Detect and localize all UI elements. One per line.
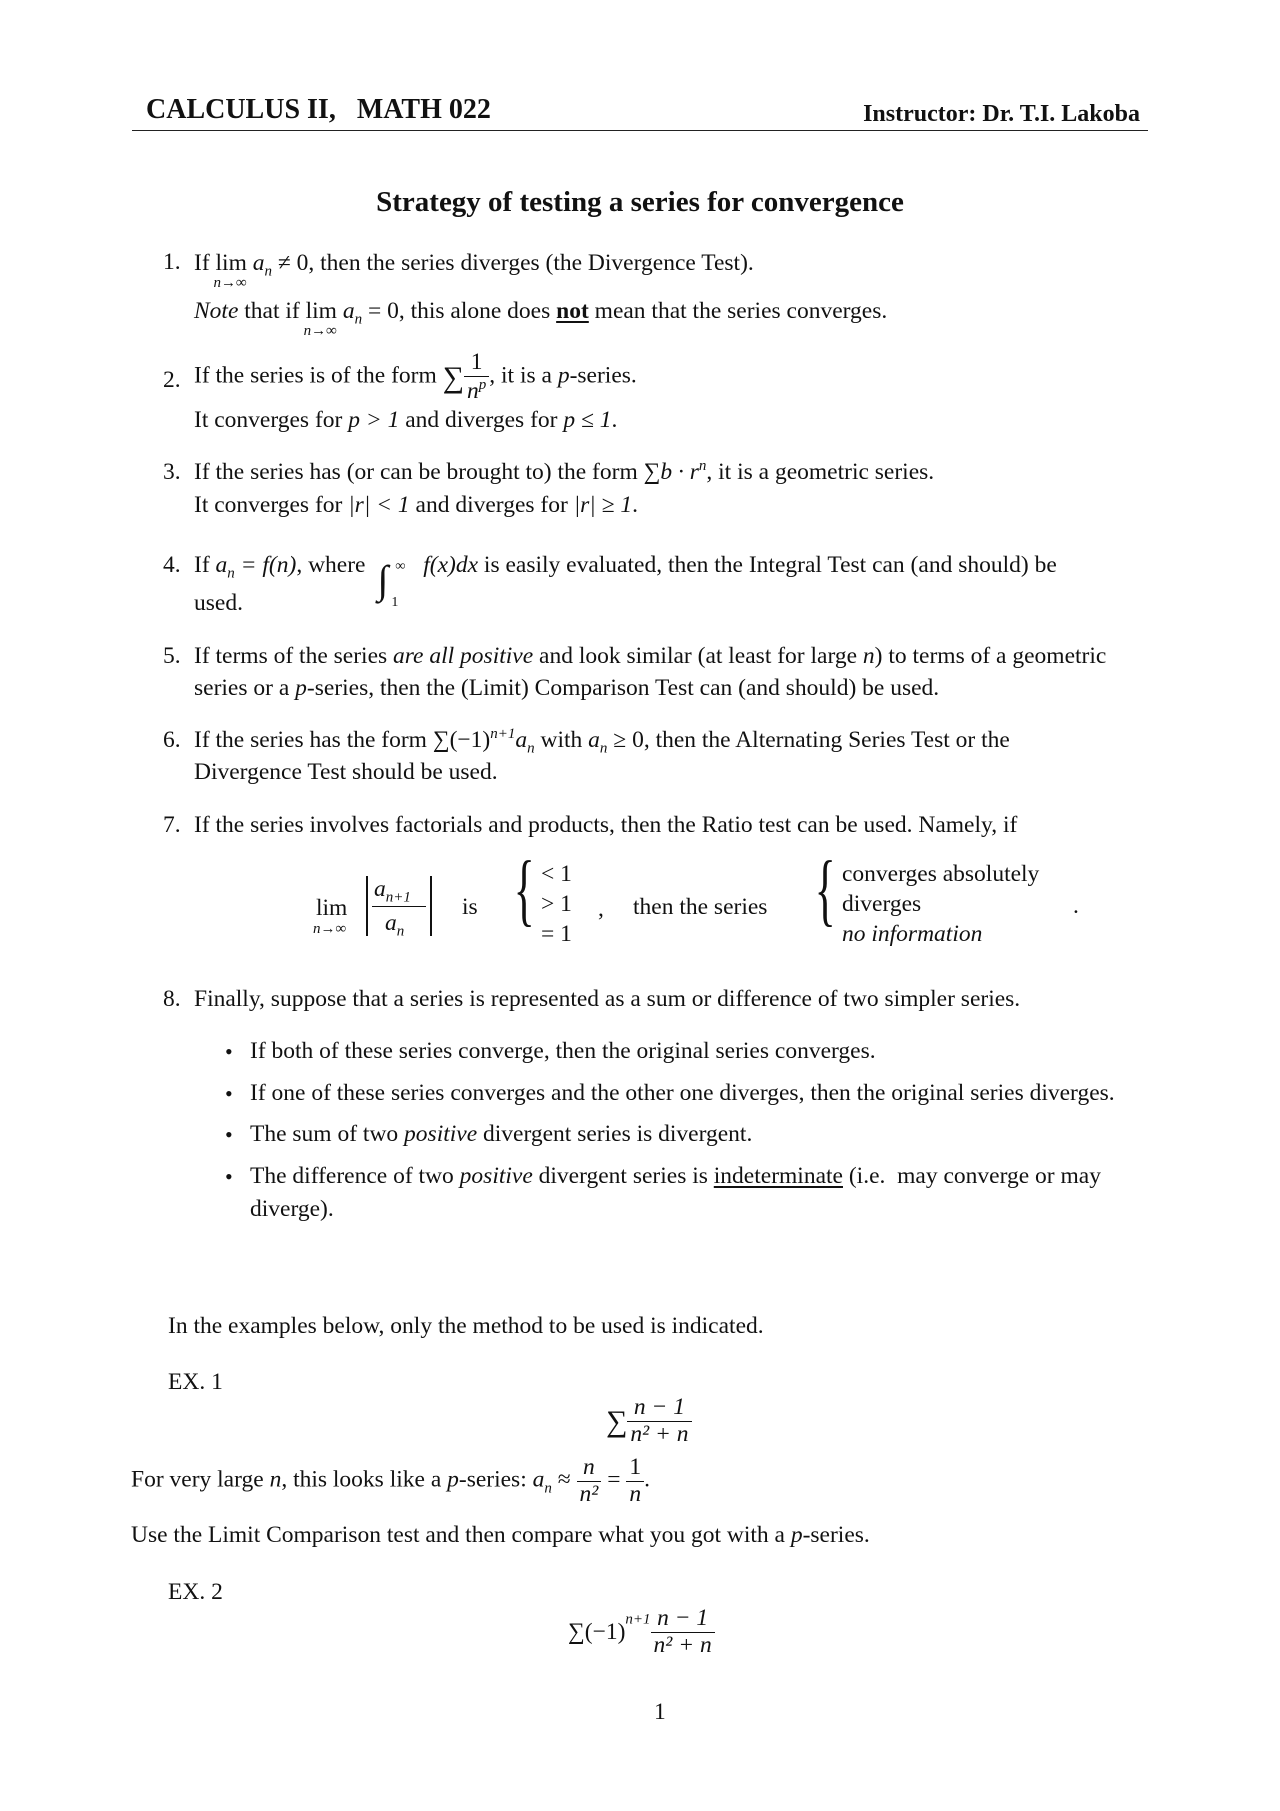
ex1-den: n² + n [630,1420,689,1447]
ex2-den: n² + n [653,1631,712,1658]
item-6-number: 6. [163,727,181,753]
a-n: a [252,250,265,276]
b3-b: positive [404,1121,478,1147]
i3-expr: ∑b · r [643,459,699,485]
i6-b-sup: n+1 [490,726,516,743]
i5-b: are all positive [393,643,534,669]
item-8-bullet-4-cont: diverge). [250,1196,334,1222]
neq-zero: ≠ 0 [272,250,309,276]
cond-equal: = 1 [541,921,572,947]
i5-d: n [862,643,875,669]
ratio-num-a: a [374,876,386,902]
p-word: p [557,362,570,389]
ex1-l2-a: Use the Limit Comparison test and then compare what you got with a [131,1522,791,1548]
bullet-icon: • [225,1081,233,1106]
ratio-den [385,908,404,942]
i6-f: ≥ 0, then the Alternating Series Test or the [607,727,1010,753]
item-3-line1 [194,457,934,488]
ratio-num [374,874,411,908]
left-brace-icon: { [513,846,535,934]
ratio-conditions [541,859,572,949]
ex1-num: n − 1 [627,1395,691,1422]
ex1-dot: . [644,1466,650,1493]
bullet-icon: • [225,1039,233,1064]
ex2-pre-sup: n+1 [625,1611,651,1628]
left-brace-icon-2: { [814,846,836,934]
a-n-sub: n [354,311,363,328]
ex2-fraction [651,1606,715,1659]
note-pre: that if [238,298,300,324]
ex2-pre: ∑(−1) [568,1619,626,1646]
ex1-a: a [532,1466,545,1493]
int-upper: ∞ [395,559,406,574]
cond-greater: > 1 [541,891,572,917]
item-3-line2 [194,490,638,521]
bullet-icon: • [225,1164,233,1189]
i6-c: a [515,727,528,753]
frac-num: 1 [464,350,489,377]
ex1-n-over-n2 [577,1455,602,1508]
bullet-icon: • [225,1122,233,1147]
ex1-series [606,1395,692,1448]
note-post: mean that the series converges. [588,298,888,324]
ex2-series [568,1606,715,1659]
i3-b: , it is a geometric series. [706,459,935,485]
item-1-number: 1. [163,249,181,275]
i2-c: and diverges for [399,407,564,433]
ex1-approx: ≈ [551,1466,571,1493]
ratio-lim: lim [316,895,348,921]
f2-den: n [629,1480,642,1507]
i5-f: series or a [194,675,296,701]
i4-f: is easily evaluated, then the Integral Test can (and should) be [478,552,1057,578]
i3-g: . [632,492,639,518]
item-1-note-limit [303,296,337,339]
b4-c: divergent series is [532,1163,714,1189]
sigma-symbol: ∑ [606,1404,628,1438]
then-the-series: then the series [633,894,768,920]
i2-e: . [611,407,618,433]
i2-d: p ≤ 1 [563,407,612,433]
i6-a: If the series has the form [194,727,433,753]
item-1-line [194,248,754,291]
item-1-note [194,296,888,339]
lim-label: lim [305,298,337,324]
note-label: Note [194,298,239,324]
b3-c: divergent series is divergent. [477,1121,753,1147]
ratio-num-sub: n+1 [385,889,411,906]
sigma-symbol: ∑ [442,360,465,394]
frac-den: n [467,377,479,404]
ex1-l1-a: For very large [131,1466,270,1493]
ex1-fraction [627,1395,691,1448]
abs-bar-right [430,876,432,936]
result-converges: converges absolutely [842,861,1040,887]
i6-b: ∑(−1) [432,727,491,753]
i3-sup: n [698,458,707,475]
i4-b: a [215,552,228,578]
eq-zero: = 0 [362,298,399,324]
result-diverges: diverges [842,891,922,917]
i4-c: = f(n) [234,552,297,578]
item-7-text: If the series involves factorials and products, then the Ratio test can be used. Namely, if [194,812,1018,838]
ex1-line2 [131,1520,870,1551]
i5-g: p [295,675,307,701]
item-3-number: 3. [163,459,181,485]
cond-less: < 1 [541,861,572,887]
ex1-line1 [131,1455,650,1508]
ex2-label: EX. 2 [168,1579,223,1605]
lim-label: lim [215,250,247,276]
integral-sign-icon: ∫ [377,557,389,602]
i3-a: If the series has (or can be brought to) the form [194,459,644,485]
note-not: not [556,298,589,324]
i3-c: It converges for [194,492,349,518]
item-7-number: 7. [163,812,181,838]
ex1-one-over-n [626,1455,644,1508]
ratio-den-a: a [385,910,397,936]
b4-b: positive [459,1163,533,1189]
ratio-lim-sub: n→∞ [313,921,347,937]
i5-h: -series, then the (Limit) Comparison Test can (and should) be used. [306,675,940,701]
i5-e: ) to terms of a geometric [874,643,1107,669]
b3-a: The sum of two [250,1121,405,1147]
i6-e-sub: n [599,740,608,757]
page-header [132,94,1148,131]
ex2-num: n − 1 [651,1606,715,1633]
instructor-name: Instructor: Dr. T.I. Lakoba [863,101,1140,127]
item-4-line2: used. [194,590,243,616]
ratio-comma: , [598,896,604,922]
item-1-limit [213,248,247,291]
examples-intro: In the examples below, only the method to be used is indicated. [168,1313,764,1339]
item-2-post: , it is a [489,362,552,389]
item-2-pre: If the series is of the form [194,362,437,389]
item-6-line2: Divergence Test should be used. [194,759,498,785]
b4-a: The difference of two [250,1163,460,1189]
ex1-a-sub: n [544,1480,552,1497]
item-2-line1 [194,350,637,405]
b4-d: indeterminate [713,1163,843,1189]
int-lower: 1 [391,595,399,610]
b4-e: (i.e. may converge or may [842,1163,1101,1189]
document-title: Strategy of testing a series for convergence [376,186,904,218]
a-n: a [342,298,355,324]
item-8-number: 8. [163,986,181,1012]
item-1-lead: If [194,250,210,276]
ratio-results [842,859,1039,949]
i5-a: If terms of the series [194,643,394,669]
item-8-text: Finally, suppose that a series is represented as a sum or difference of two simpler series. [194,986,1021,1012]
item-5-line2 [194,673,939,704]
i3-f: |r| ≥ 1 [573,492,633,518]
f1-den: n² [579,1480,599,1507]
f1-num: n [577,1455,602,1482]
note-mid: , this alone does [398,298,557,324]
ex1-l1-d: p [447,1466,459,1493]
i3-e: and diverges for [409,492,574,518]
one-over-n-p [464,350,489,405]
course-title: CALCULUS II, MATH 022 [146,94,491,125]
ratio-den-sub: n [396,923,405,940]
item-6-line1 [194,725,1010,759]
page-number: 1 [654,1699,666,1725]
item-8-bullet-1: If both of these series converge, then the original series converges. [250,1038,876,1064]
f2-num: 1 [626,1455,644,1482]
ex1-l2-b: p [790,1522,803,1548]
item-1-text: , then the series diverges (the Divergence Test). [308,250,754,276]
item-2-number: 2. [163,367,181,393]
i2-b: p > 1 [348,407,400,433]
ex1-label: EX. 1 [168,1369,223,1395]
item-8-bullet-3 [250,1119,752,1150]
item-2-line2 [194,405,617,436]
i4-e: f(x)dx [423,552,479,578]
i6-c-sub: n [527,740,535,757]
i4-d: , where [296,552,366,578]
result-no-info: no information [842,921,983,947]
item-8-bullet-4 [250,1161,1101,1192]
ex1-l2-c: -series. [802,1522,870,1548]
item-8-bullet-2: If one of these series converges and the other one diverges, then the original series diverges. [250,1080,1115,1106]
i4-b-sub: n [227,565,235,582]
frac-den-sup: p [478,376,487,393]
ex1-eq: = [601,1466,627,1493]
a-n-sub: n [264,263,272,280]
ratio-is: is [462,894,478,920]
i6-e: a [588,727,600,753]
item-2-post2: -series. [569,362,637,389]
i6-d: with [534,727,589,753]
lim-subscript: n→∞ [213,275,247,291]
i2-a: It converges for [194,407,343,433]
ex1-l1-c: , this looks like a [281,1466,448,1493]
ratio-period: . [1073,893,1079,919]
lim-subscript: n→∞ [303,323,337,339]
ex1-l1-e: -series: [458,1466,527,1493]
item-5-number: 5. [163,643,181,669]
i4-a: If [194,552,210,578]
item-4-number: 4. [163,552,181,578]
i3-d: |r| < 1 [348,492,410,518]
i5-c: and look similar (at least for large [533,643,863,669]
item-5-line1 [194,641,1106,672]
ex1-l1-b: n [269,1466,282,1493]
abs-bar-left [366,876,368,936]
